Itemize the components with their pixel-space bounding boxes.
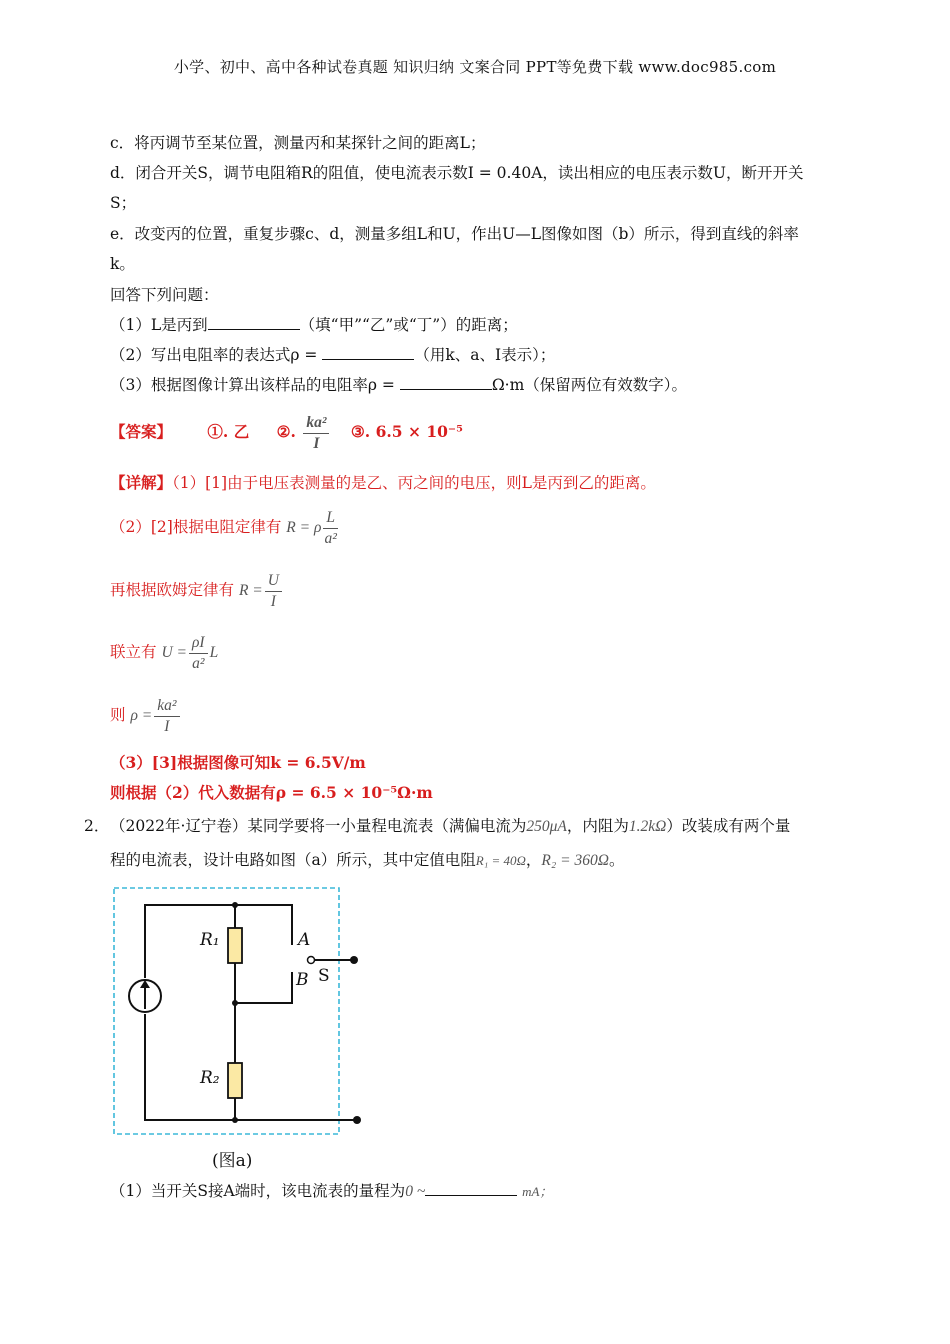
terminal-top xyxy=(350,956,358,964)
answer-2-prefix: ②. xyxy=(276,422,296,441)
detail-p1: 【详解】（1）[1]由于电压表测量的是乙、丙之间的电压，则L是丙到乙的距离。 xyxy=(110,473,656,492)
label-r2: R₂ xyxy=(200,1068,220,1088)
question-3: （3）根据图像计算出该样品的电阻率ρ = Ω·m（保留两位有效数字）。 xyxy=(110,376,688,394)
question-1: （1）L是丙到 （填“甲”“乙”或“丁”）的距离； xyxy=(110,316,518,334)
answer-blank-p2-1[interactable] xyxy=(425,1181,517,1196)
question-2: （2）写出电阻率的表达式ρ = （用k、a、I表示）； xyxy=(110,346,556,364)
step-d-line2: S； xyxy=(110,194,137,212)
combined-fraction: $\frac{\rho I}{\text{a²}}$ xyxy=(189,633,208,674)
ohm-law-fraction: $\frac{U}{I}$ xyxy=(265,571,282,612)
detail-p7: 则根据（2）代入数据有ρ = 6.5 × 10⁻⁵Ω·m xyxy=(110,783,433,802)
problem-2-line1: （2022年·辽宁卷）某同学要将一小量程电流表（满偏电流为250μA，内阻为1.2kΩ）改装成有两个量 xyxy=(110,817,791,835)
resistivity-fraction: $\frac{\text{ka²}}{I}$ xyxy=(154,696,179,737)
detail-p2: （2）[2]根据电阻定律有 R = ρ $\frac{L}{\text{a²}}$ xyxy=(110,508,337,547)
label-a: A xyxy=(298,930,311,950)
answer-tag: 【答案】 xyxy=(110,422,173,441)
detail-p5: 则 ρ = $\frac{\text{ka²}}{I}$ xyxy=(110,693,182,738)
answer-1: ①. 乙 xyxy=(207,422,250,441)
detail-tag: 【详解】 xyxy=(110,473,173,492)
answer-2-fraction: $\frac{\text{ka²}}{I}$ xyxy=(303,413,329,454)
detail-p4: 联立有 U = $\frac{\rho I}{\text{a²}}$ L xyxy=(110,633,219,672)
resistor-r1 xyxy=(228,928,242,963)
step-e-line2: k。 xyxy=(110,255,135,273)
figure-caption: (图a) xyxy=(212,1151,253,1171)
page-header: 小学、初中、高中各种试卷真题 知识归纳 文案合同 PPT等免费下载 www.doc985.com xyxy=(173,58,777,76)
detail-p3: 再根据欧姆定律有 R = $\frac{U}{I}$ xyxy=(110,568,284,613)
switch-pivot xyxy=(308,957,315,964)
problem-2-number: 2． xyxy=(84,817,110,835)
problem-2-sub1: （1）当开关S接A端时，该电流表的量程为0 ~ mA； xyxy=(110,1182,553,1200)
step-c: c．将丙调节至某位置，测量丙和某探针之间的距离L； xyxy=(110,134,486,152)
step-e-line1: e．改变丙的位置，重复步骤c、d，测量多组L和U，作出U—L图像如图（b）所示，得到直线的斜率 xyxy=(110,225,799,243)
resistance-law-fraction: $\frac{L}{\text{a²}}$ xyxy=(324,508,337,547)
step-d-line1: d．闭合开关S，调节电阻箱R的阻值，使电流表示数I = 0.40A，读出相应的电压表示数U，断开开关 xyxy=(110,164,804,182)
problem-2-line2: 程的电流表，设计电路如图（a）所示，其中定值电阻R₁ = 40Ω，R₂ = 360Ω。 xyxy=(110,851,625,869)
detail-p6: （3）[3]根据图像可知k = 6.5V/m xyxy=(110,753,366,772)
label-r1: R₁ xyxy=(200,930,220,950)
resistor-r2 xyxy=(228,1063,242,1098)
label-b: B xyxy=(296,970,309,990)
questions-intro: 回答下列问题： xyxy=(110,286,219,304)
answer-3: ③. 6.5 × 10⁻⁵ xyxy=(350,422,463,441)
terminal-bottom xyxy=(353,1116,361,1124)
label-s: S xyxy=(318,966,330,986)
